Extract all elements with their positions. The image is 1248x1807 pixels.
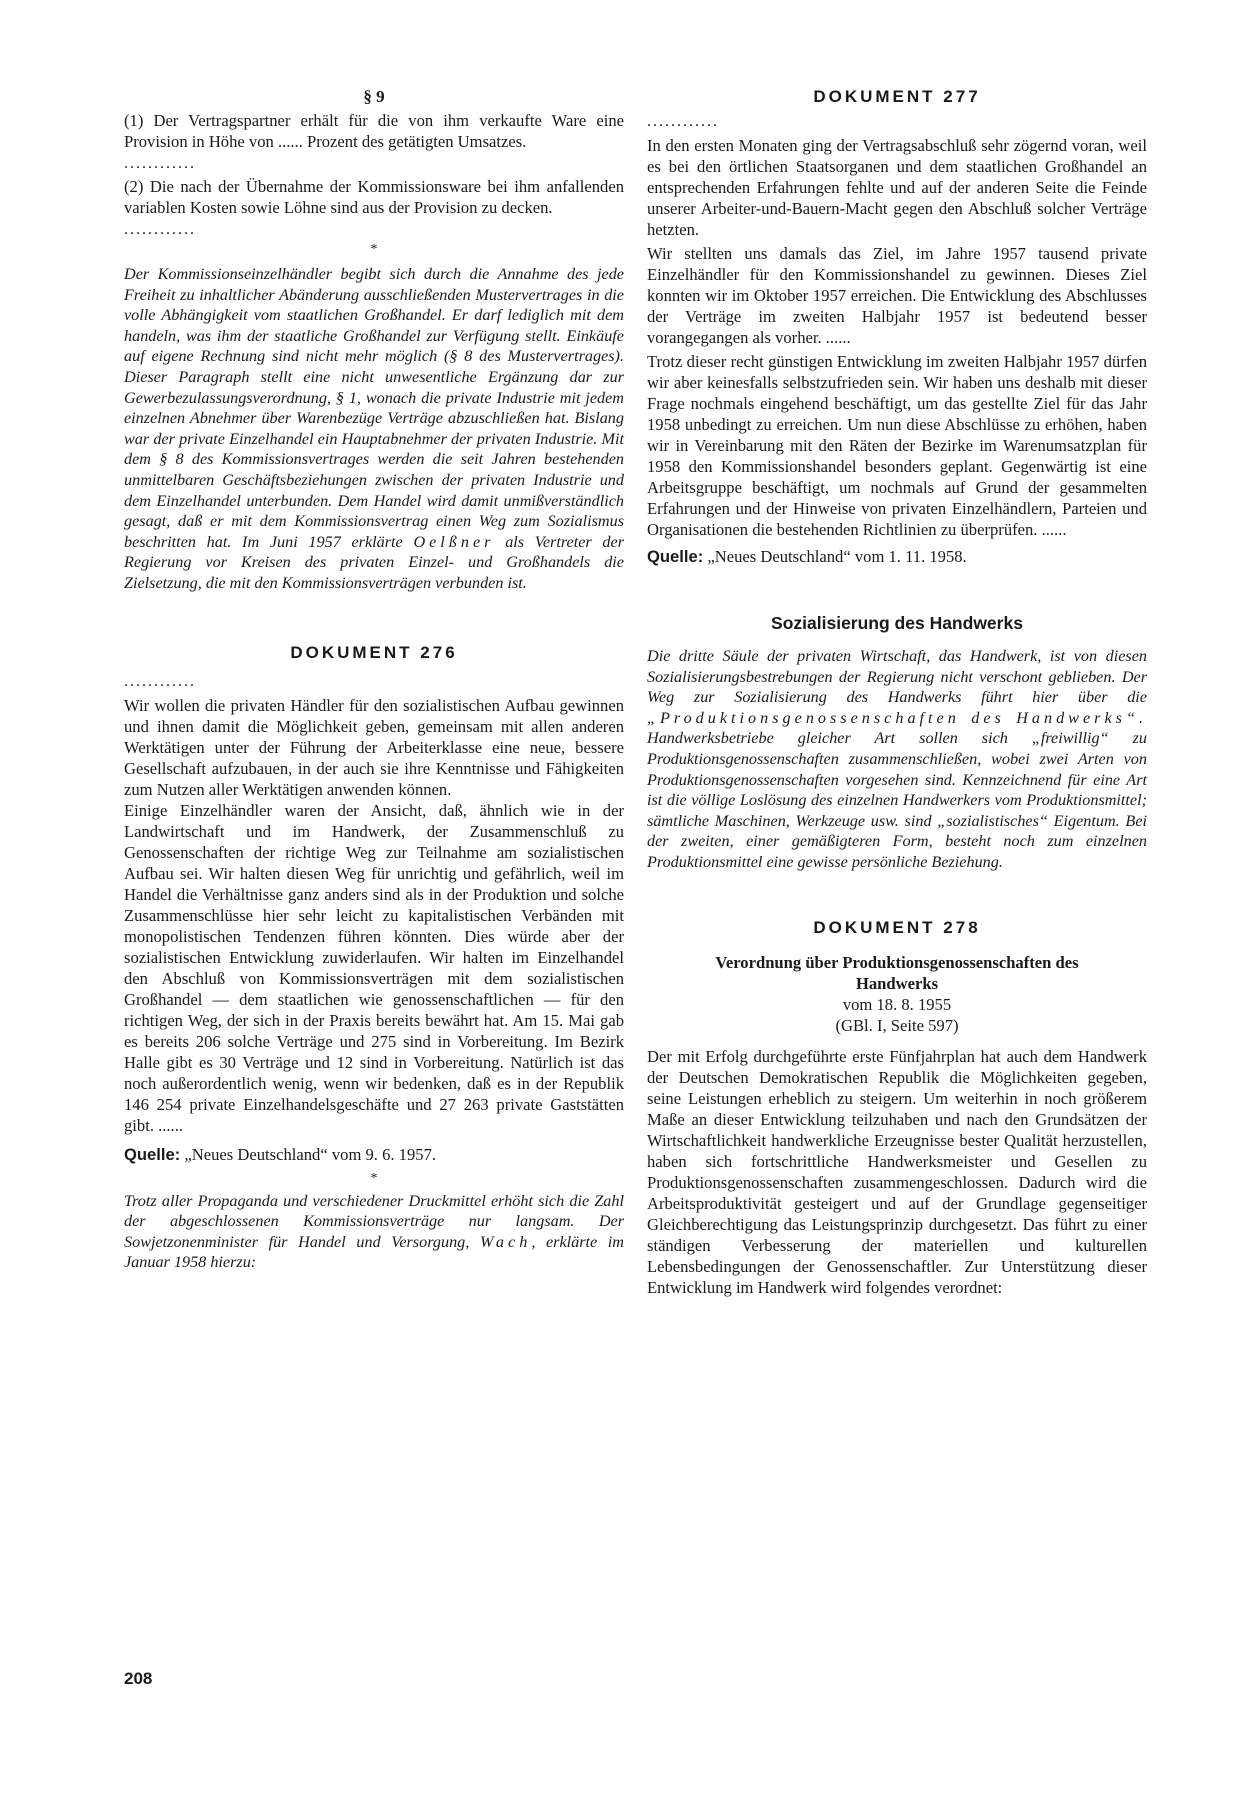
document-278-reference: (GBl. I, Seite 597) (835, 1015, 959, 1035)
paragraph-9-clause-1: (1) Der Vertragspartner erhält für die von ihm verkaufte Ware eine Provision in Höhe von ...... Prozent des getätigten Umsatzes. (124, 111, 624, 151)
commentary-handwerk (647, 646, 1147, 873)
emphasized-term: „Produktionsgenossenschaften des Handwerks“. (647, 708, 1147, 727)
source-label: Quelle: (124, 1144, 181, 1164)
section-title-handwerk: Sozialisierung des Handwerks (771, 613, 1023, 633)
person-name: Wach (479, 1232, 532, 1251)
document-278-date: vom 18. 8. 1955 (842, 994, 952, 1014)
ellipsis-dots: ............ (124, 672, 196, 690)
commentary-wach (124, 1191, 624, 1273)
document-276-paragraph-2: Einige Einzelhändler waren der Ansicht, daß, ähnlich wie in der Landwirtschaft und im Handwerk, der Zusammenschluß zu Genossenschaften der richtige Weg zur Teilnahme am sozialistischen Aufbau sei. Wir halten diesen Weg für unrichtig und gefährlich, weil im Handel die Verhältnisse ganz anders sind als in der Produktion und solche Zusammenschlüsse hier sehr leicht zu kapitalistischen Verbänden mit monopolistischen Tendenzen führen könnten. Dies würde aber der sozialistischen Entwicklung zuwiderlaufen. Wir halten im Einzelhandel den Abschluß von Kommissionsverträgen mit dem sozialistischen Großhandel — dem staatlichen wie genossenschaftlichen — für den richtigen Weg, der sich in der Praxis bereits bewährt hat. Am 15. Mai gab es bereits 206 solche Verträge und 275 sind in Vorbereitung. Im Bezirk Halle gibt es 30 Verträge und 12 sind in Vorbereitung. Natürlich ist das noch außerordentlich wenig, wenn wir bedenken, daß es in der Republik 146 254 private Einzelhandelsgeschäfte und 27 263 private Gaststätten gibt. ...... (124, 800, 624, 1135)
commentary-text: als Vertreter der Regierung vor Kreisen des privaten Einzel- und Großhandels die Zielsetzung, die mit den Kommissionsverträgen verbunden ist. (124, 532, 624, 592)
source-text: „Neues Deutschland“ vom 1. 11. 1958. (707, 547, 967, 566)
document-277-heading: DOKUMENT 277 (813, 87, 981, 106)
document-276-heading: DOKUMENT 276 (290, 642, 458, 662)
source-text: „Neues Deutschland“ vom 9. 6. 1957. (184, 1144, 437, 1164)
document-278-preamble: Der mit Erfolg durchgeführte erste Fünfjahrplan hat auch dem Handwerk der Deutschen Demokratischen Republik die Möglichkeiten gegeben, seine Leistungen erheblich zu steigern. Um weiterhin in noch größerem Maße an dieser Entwicklung teilzuhaben und nach den Grundsätzen der Wirtschaftlichkeit handwerkliche Erzeugnisse bester Qualität herzustellen, haben sich fortschrittliche Handwerksmeister und Gesellen zu Produktionsgenossenschaften zusammengeschlossen. Dadurch wird die Arbeitsproduktivität gesteigert und auf der Grundlage gegenseitiger Gleichberechtigung das Leistungsprinzip durchgesetzt. Das führt zu einer ständigen Verbesserung der materiellen und kulturellen Lebensbedingungen der Genossenschaftler. Zur Unterstützung dieser Entwicklung im Handwerk wird folgendes verordnet: (647, 1046, 1147, 1297)
person-name: Oelßner (413, 532, 495, 551)
document-277-paragraph-1: In den ersten Monaten ging der Vertragsabschluß sehr zögernd voran, weil es bei den örtlichen Staatsorganen und dem staatlichen Großhandel an entsprechenden Erfahrungen fehlte und auf der anderen Seite die Feinde unserer Arbeiter-und-Bauern-Macht gegen den Abschluß solcher Verträge hetzten. (647, 136, 1147, 239)
ellipsis-dots: ............ (124, 221, 196, 238)
source-citation (647, 546, 1147, 567)
document-277-paragraph-3: Trotz dieser recht günstigen Entwicklung im zweiten Halbjahr 1957 dürfen wir aber keinesfalls selbstzufrieden sein. Wir haben uns deshalb mit dieser Frage nochmals eingehend beschäftigt, um das gestellte Ziel für das Jahr 1958 unbedingt zu erreichen. Um nun diese Abschlüsse zu erhöhen, haben wir in Vereinbarung mit den Räten der Bezirke im Warenumsatzplan für 1958 den Kommissionshandel besonders geplant. Gegenwärtig ist eine Arbeitsgruppe beschäftigt, um nochmals auf Grund der gesammelten Erfahrungen und der Hinweise von privaten Einzelhändlern, Parteien und Organisationen die bestehenden Richtlinien zu überprüfen. ...... (647, 352, 1147, 539)
document-276-paragraph-1: Wir wollen die privaten Händler für den sozialistischen Aufbau gewinnen und ihnen damit die Möglichkeit geben, gemeinsam mit allen anderen Werktätigen unter der Führung der Arbeiterklasse eine neue, bessere Gesellschaft aufzubauen, in der auch sie ihre Kenntnisse und Fähigkeiten zum Nutzen aller Werktätigen anwenden können. (124, 695, 624, 799)
document-277-paragraph-2: Wir stellten uns damals das Ziel, im Jahre 1957 tausend private Einzelhändler für den Kommissionshandel zu gewinnen. Dieses Ziel konnten wir im Oktober 1957 erreichen. Die Entwicklung des Abschlusses der Verträge im zweiten Halbjahr 1957 ist bedeutend besser vorangegangen als vorher. ...... (647, 244, 1147, 347)
document-278-heading: DOKUMENT 278 (813, 917, 981, 937)
source-label: Quelle: (647, 547, 704, 566)
paragraph-9-clause-2: (2) Die nach der Übernahme der Kommissionsware bei ihm anfallenden variablen Kosten sowie Löhne sind aus der Provision zu decken. (124, 177, 624, 217)
section-heading-paragraph-9: § 9 (363, 87, 385, 106)
document-278-title: Verordnung über Produktionsgenossenschaften des Handwerks (715, 952, 1079, 993)
commentary-kommission (124, 264, 624, 594)
right-column (647, 86, 1147, 1298)
page-number: 208 (124, 1669, 153, 1688)
source-citation (124, 1144, 624, 1165)
commentary-text: Der Kommissionseinzelhändler begibt sich durch die Annahme des jede Freiheit zu inhaltlicher Abänderung ausschließenden Mustervertrages in die volle Abhängigkeit vom staatlichen Großhandel. Er darf lediglich mit dem handeln, was ihm der staatliche Großhandel zur Verfügung stellt. Einkäufe auf eigene Rechnung sind nicht mehr möglich (§ 8 des Mustervertrages). Dieser Paragraph stellt eine nicht unwesentliche Ergänzung dar zur Gewerbezulassungsverordnung, § 1, wonach die private Industrie mit jedem einzelnen Abnehmer über Warenbezüge Verträge abzuschließen hat. Bislang war der private Einzelhandel ein Hauptabnehmer der privaten Industrie. Mit dem § 8 des Kommissionsvertrages werden die seit Jahren bestehenden unmittelbaren Geschäftsbeziehungen zwischen der privaten Industrie und dem Einzelhandel unterbunden. Dem Handel wird damit unmißverständlich gesagt, daß er mit dem Kommissionsvertrag einen Weg zum Sozialismus beschritten hat. Im Juni 1957 erklärte (124, 265, 624, 551)
section-separator-star: * (370, 242, 378, 257)
ellipsis-dots: ............ (124, 155, 196, 172)
ellipsis-dots: ............ (647, 113, 719, 130)
commentary-text: Trotz aller Propaganda und verschiedener Druckmittel erhöht sich die Zahl der abgeschlossenen Kommissionsverträge nur langsam. Der Sowjetzonenminister für Handel und Versorgung, (124, 1191, 624, 1251)
commentary-text: Die dritte Säule der privaten Wirtschaft, das Handwerk, ist von diesen Sozialisierungsbestrebungen der Regierung nicht verschont geblieben. Der Weg zur Sozialisierung des Handwerks führt hier über die (647, 647, 1147, 707)
commentary-text: Handwerksbetriebe gleicher Art sollen sich „freiwillig“ zu Produktionsgenossenschaften zusammenschließen, wobei zwei Arten von Produktionsgenossenschaften vorgesehen sind. Kennzeichnend für eine Art ist die völlige Loslösung des einzelnen Handwerkers vom Produktionsmittel; sämtliche Maschinen, Werkzeuge usw. sind „sozialistisches“ Eigentum. Bei der zweiten, einer gemäßigteren Form, besteht noch zum einzelnen Produktionsmittel eine gewisse persönliche Beziehung. (647, 729, 1147, 871)
commentary-text: , erklärte im Januar 1958 hierzu: (124, 1232, 624, 1272)
section-separator-star: * (370, 1170, 378, 1186)
left-column (124, 86, 624, 1273)
